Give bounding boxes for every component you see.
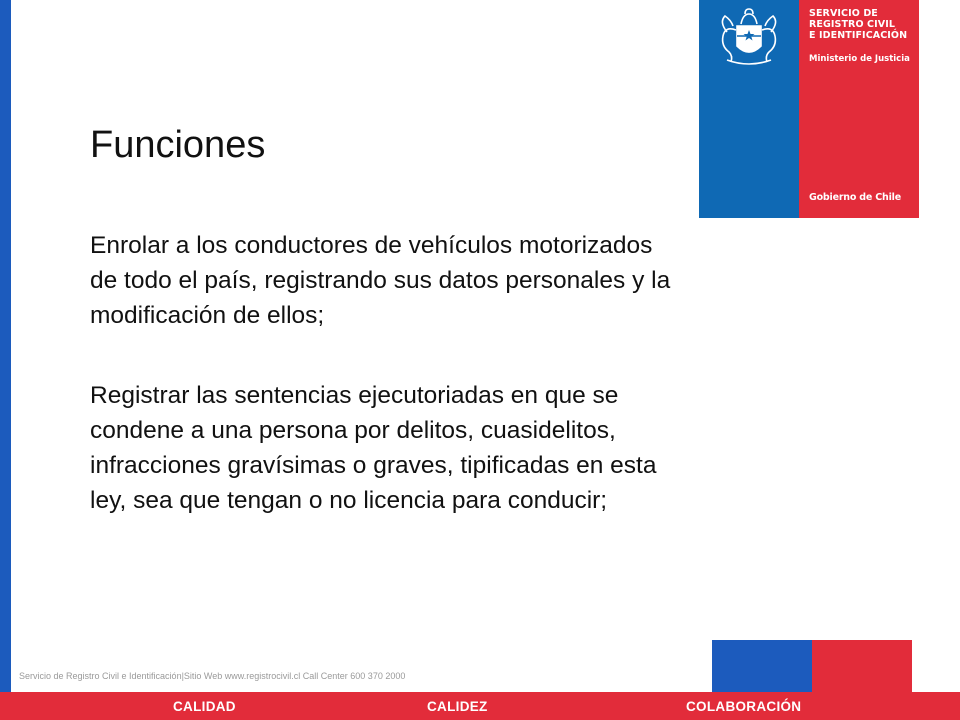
logo-org-line: REGISTRO CIVIL	[809, 19, 896, 30]
logo-red-panel	[799, 0, 919, 218]
paragraph-line: de todo el país, registrando sus datos personales y la	[90, 267, 671, 294]
logo-org-line: SERVICIO DE	[809, 8, 878, 19]
paragraph-line: ley, sea que tengan o no licencia para conducir;	[90, 487, 608, 514]
paragraph-line: infracciones gravísimas o graves, tipificadas en esta	[90, 452, 657, 479]
logo-blue-panel	[699, 0, 799, 218]
paragraph-line: Enrolar a los conductores de vehículos motorizados	[90, 232, 653, 259]
footer-contact-info: Servicio de Registro Civil e Identificación|Sitio Web www.registrocivil.cl Call Center 600 370 2000	[19, 671, 406, 681]
function-paragraph-registrar	[90, 378, 870, 518]
paragraph-line: condene a una persona por delitos, cuasidelitos,	[90, 417, 616, 444]
logo-org-line: E IDENTIFICACIÓN	[809, 30, 908, 41]
paragraph-line: modificación de ellos;	[90, 302, 325, 329]
chile-coat-of-arms-icon	[707, 6, 791, 70]
slide-title: Funciones	[90, 124, 266, 166]
institution-logo	[699, 0, 919, 218]
flag-blue-block	[712, 640, 812, 692]
logo-ministry: Ministerio de Justicia	[809, 54, 910, 64]
function-paragraph-enrolar	[90, 228, 870, 333]
value-colaboracion: COLABORACIÓN	[686, 699, 802, 714]
flag-red-block	[812, 640, 912, 692]
paragraph-line: Registrar las sentencias ejecutoriadas en que se	[90, 382, 619, 409]
value-calidez: CALIDEZ	[427, 699, 488, 714]
values-bar	[0, 692, 960, 720]
logo-organization-name	[809, 8, 917, 41]
logo-government: Gobierno de Chile	[809, 192, 901, 203]
value-calidad: CALIDAD	[173, 699, 236, 714]
flag-color-block	[712, 640, 912, 692]
left-accent-bar	[0, 0, 11, 720]
